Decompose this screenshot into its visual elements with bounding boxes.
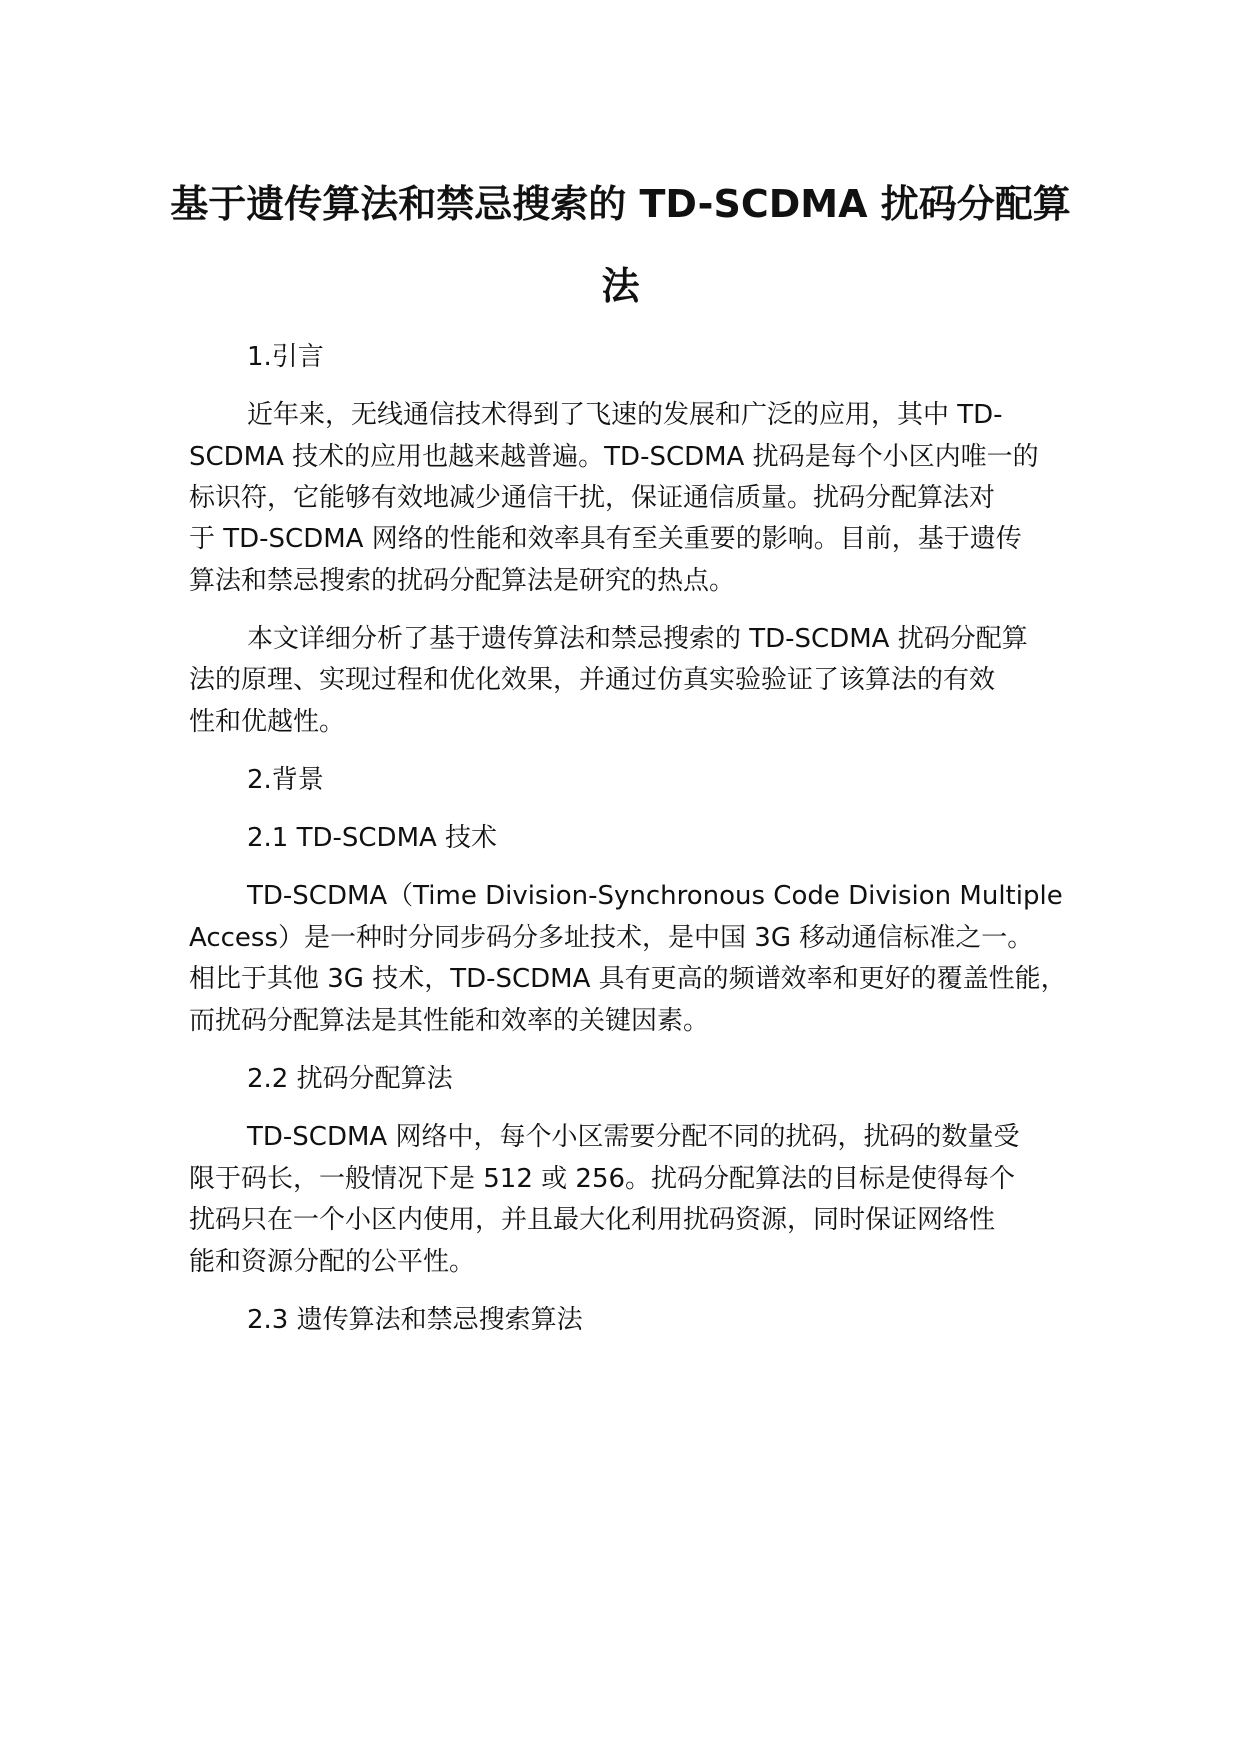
paragraph-line: 能和资源分配的公平性。 [189,1247,476,1277]
section-heading-background: 2.背景 [247,765,324,795]
subsection-heading-td-scdma: 2.1 TD-SCDMA 技术 [247,823,498,853]
paragraph-line: TD-SCDMA 网络中，每个小区需要分配不同的扰码，扰码的数量受 [247,1122,1020,1152]
paragraph-line: Access）是一种时分同步码分多址技术，是中国 3G 移动通信标准之一。 [189,923,1034,953]
paragraph-line: TD-SCDMA（Time Division-Synchronous Code Division Multiple [247,881,1063,911]
subsection-heading-genetic-and-tabu-search: 2.3 遗传算法和禁忌搜索算法 [247,1305,583,1335]
paragraph-line: SCDMA 技术的应用也越来越普遍。TD-SCDMA 扰码是每个小区内唯一的 [189,442,1039,472]
document-title-line-2: 法 [601,264,640,308]
paragraph-line: 算法和禁忌搜索的扰码分配算法是研究的热点。 [189,566,736,596]
paragraph-line: 于 TD-SCDMA 网络的性能和效率具有至关重要的影响。目前，基于遗传 [189,524,1022,554]
paragraph-line: 相比于其他 3G 技术，TD-SCDMA 具有更高的频谱效率和更好的覆盖性能， [189,964,1067,994]
paragraph-line: 近年来，无线通信技术得到了飞速的发展和广泛的应用，其中 TD- [247,400,1003,430]
section-heading-introduction: 1.引言 [247,342,324,372]
paragraph-line: 扰码只在一个小区内使用，并且最大化利用扰码资源，同时保证网络性 [189,1205,996,1235]
paragraph-line: 本文详细分析了基于遗传算法和禁忌搜索的 TD-SCDMA 扰码分配算 [247,624,1028,654]
document-title-line-1: 基于遗传算法和禁忌搜索的 TD-SCDMA 扰码分配算 [170,182,1071,226]
paragraph-line: 性和优越性。 [189,707,346,737]
paragraph-line: 标识符，它能够有效地减少通信干扰，保证通信质量。扰码分配算法对 [189,483,996,513]
paragraph-line: 而扰码分配算法是其性能和效率的关键因素。 [189,1006,710,1036]
subsection-heading-scrambling-code-allocation: 2.2 扰码分配算法 [247,1064,453,1094]
paragraph-line: 限于码长，一般情况下是 512 或 256。扰码分配算法的目标是使得每个 [189,1164,1016,1194]
paragraph-line: 法的原理、实现过程和优化效果，并通过仿真实验验证了该算法的有效 [189,665,996,695]
